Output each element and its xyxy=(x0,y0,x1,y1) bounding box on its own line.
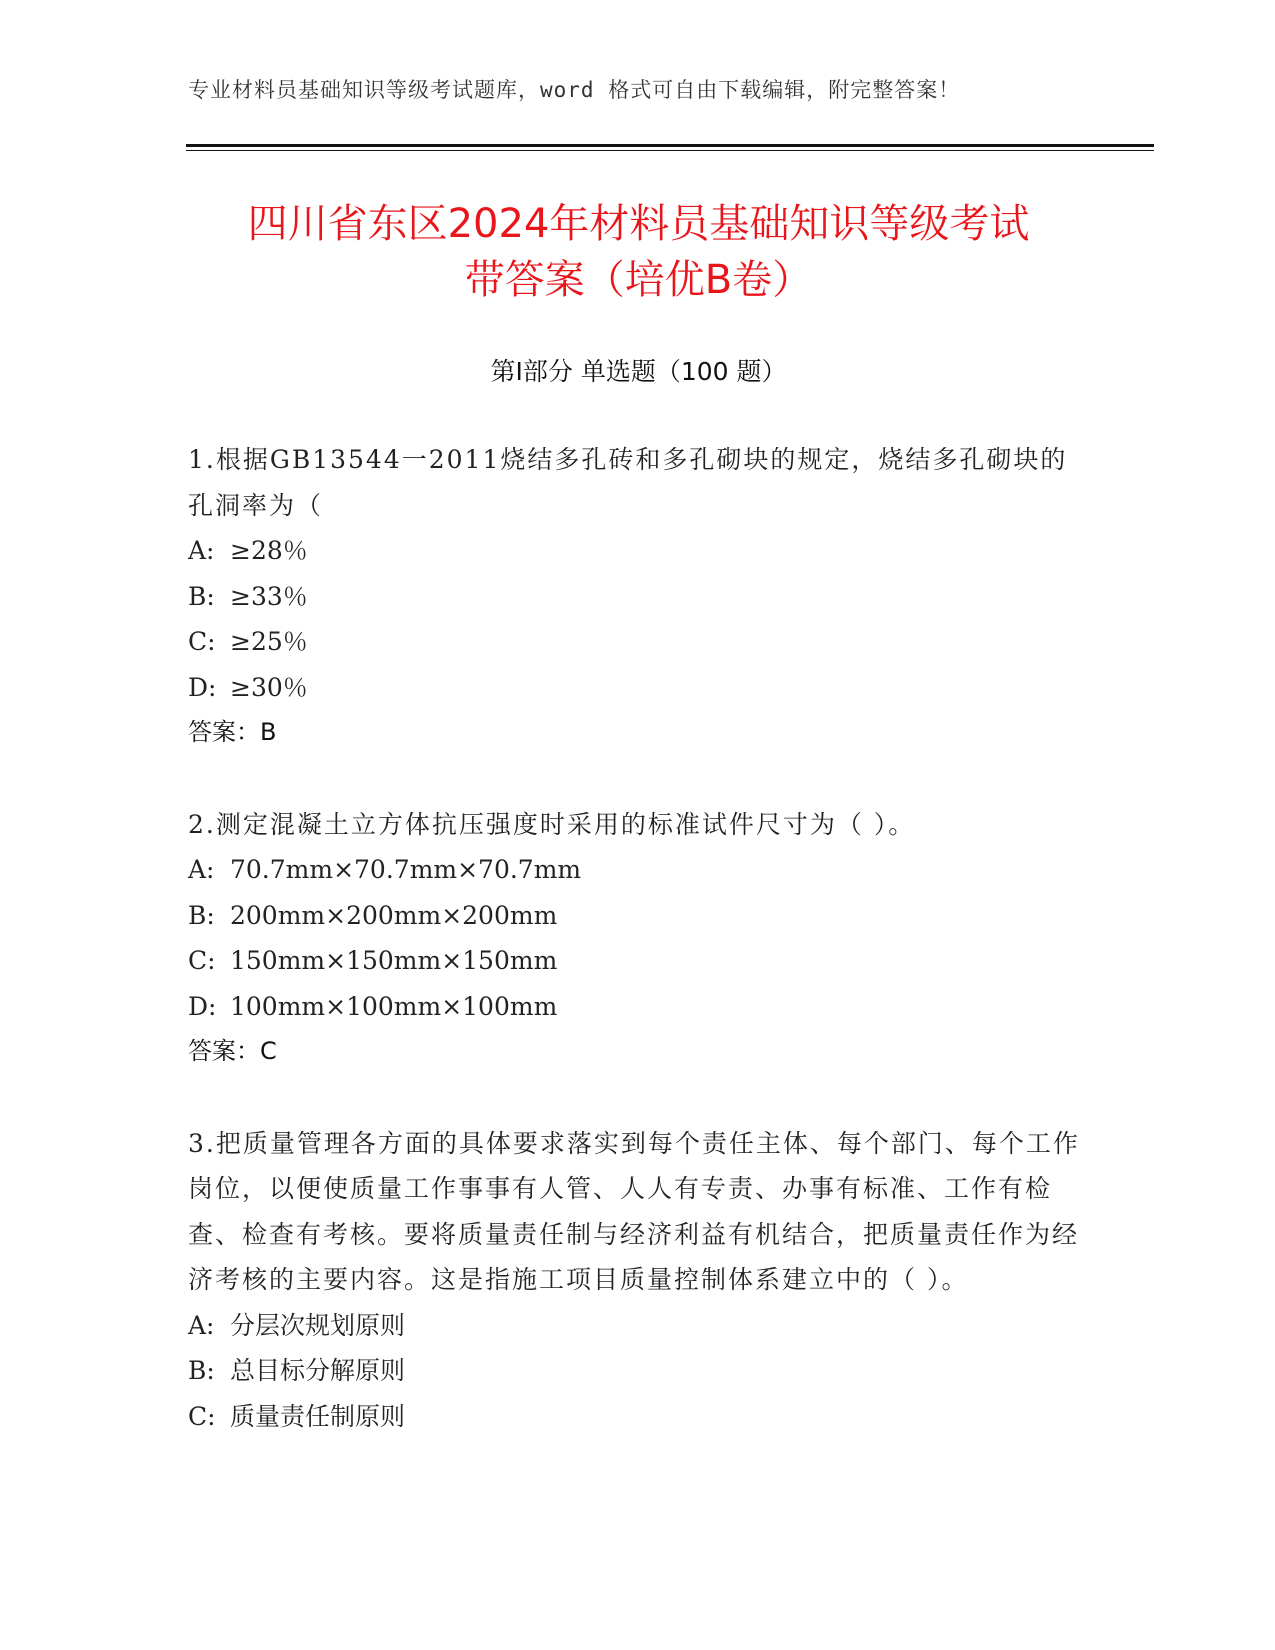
answer: 答案：B xyxy=(188,718,277,746)
question-list xyxy=(188,437,1088,1485)
option-value: 质量责任制原则 xyxy=(230,1401,406,1431)
document-title-line-1: 四川省东区2024年材料员基础知识等级考试 xyxy=(247,201,1030,247)
option-a xyxy=(188,1303,1088,1349)
option-key: B: xyxy=(188,1356,215,1385)
option-key: B: xyxy=(188,581,215,611)
header-divider-thick xyxy=(186,144,1154,147)
option-value: 总目标分解原则 xyxy=(230,1356,406,1385)
question-3 xyxy=(188,1121,1088,1440)
option-value: ≥30％ xyxy=(230,672,308,702)
option-key: C: xyxy=(188,627,216,656)
header-divider-thin xyxy=(186,150,1154,151)
question-text: 2.测定混凝土立方体抗压强度时采用的标准试件尺寸为（ ）。 xyxy=(188,809,916,839)
option-value: 100mm×100mm×100mm xyxy=(230,991,558,1021)
option-b xyxy=(188,574,1088,620)
question-text: 3.把质量管理各方面的具体要求落实到每个责任主体、每个部门、每个工作岗位，以便使质量工作事事有人管、人人有专责、办事有标准、工作有检查、检查有考核。要将质量责任制与经济利益有机结合，把质量责任作为经济考核的主要内容。这是指施工项目质量控制体系建立中的（ ）。 xyxy=(188,1128,1080,1294)
option-d xyxy=(188,984,1088,1030)
option-value: 150mm×150mm×150mm xyxy=(230,946,558,975)
option-key: D: xyxy=(188,672,217,702)
option-d xyxy=(188,665,1088,711)
option-value: 200mm×200mm×200mm xyxy=(230,900,558,930)
option-c xyxy=(188,1394,1088,1440)
option-a xyxy=(188,847,1088,893)
option-value: 70.7mm×70.7mm×70.7mm xyxy=(230,855,582,884)
option-key: C: xyxy=(188,946,216,975)
option-key: A: xyxy=(188,855,215,884)
document-title-line-2: 带答案（培优B卷） xyxy=(464,257,813,303)
header-note: 专业材料员基础知识等级考试题库，word 格式可自由下载编辑，附完整答案！ xyxy=(188,78,961,102)
option-key: D: xyxy=(188,991,217,1021)
option-value: ≥33％ xyxy=(230,581,308,611)
option-b xyxy=(188,893,1088,939)
option-value: ≥25％ xyxy=(230,627,308,656)
option-b xyxy=(188,1348,1088,1394)
section-title: 第Ⅰ部分 单选题（100 题） xyxy=(490,357,787,386)
option-a xyxy=(188,528,1088,574)
question-2 xyxy=(188,802,1088,1075)
option-key: C: xyxy=(188,1401,216,1431)
question-1 xyxy=(188,437,1088,756)
option-c xyxy=(188,938,1088,984)
option-key: A: xyxy=(188,536,215,565)
option-key: B: xyxy=(188,900,215,930)
option-value: 分层次规划原则 xyxy=(230,1310,406,1340)
question-text: 1.根据GB13544一2011烧结多孔砖和多孔砌块的规定，烧结多孔砌块的孔洞率为（ xyxy=(188,445,1068,520)
option-key: A: xyxy=(188,1310,215,1340)
option-value: ≥28％ xyxy=(230,536,308,565)
document-title xyxy=(186,196,1091,308)
answer: 答案：C xyxy=(188,1037,277,1065)
option-c xyxy=(188,619,1088,665)
